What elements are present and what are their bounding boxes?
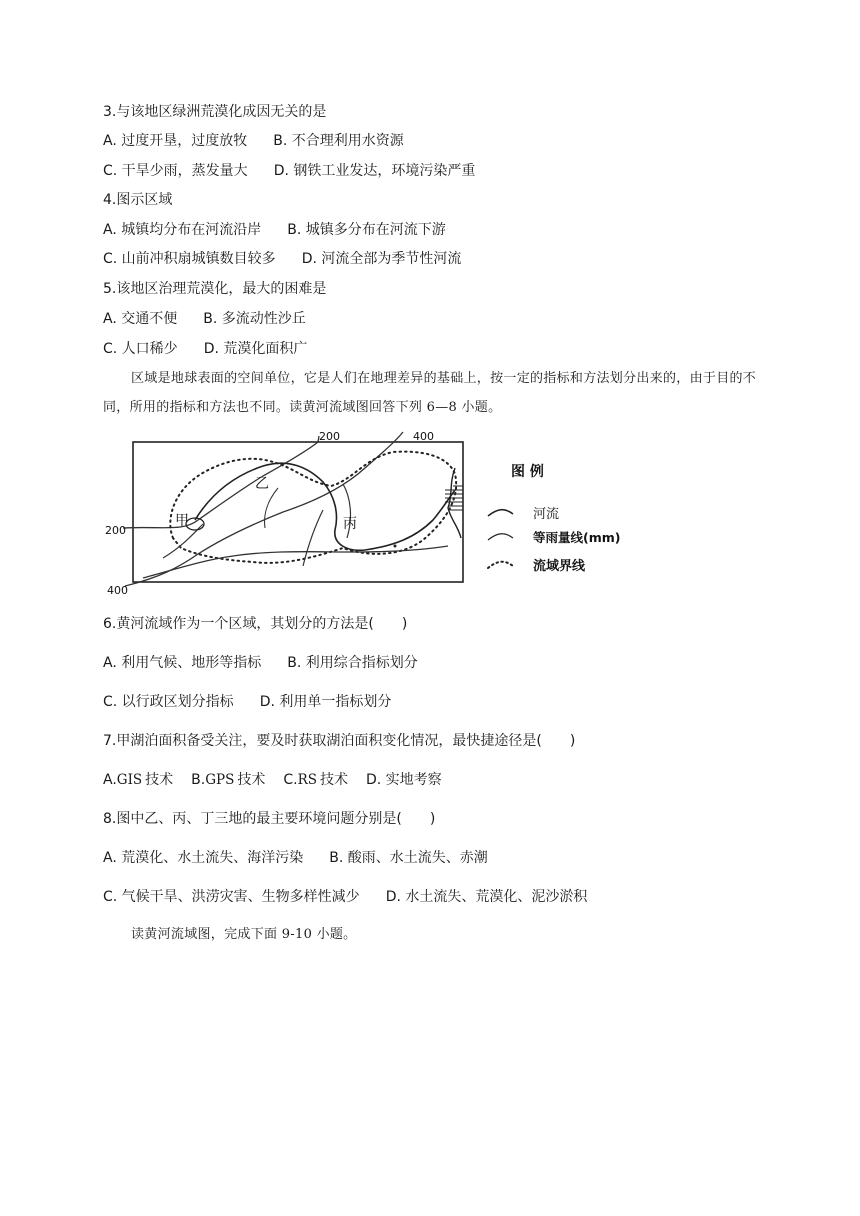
q4-option-a: A. 城镇均分布在河流沿岸 (103, 222, 262, 238)
q8-option-b: B. 酸雨、水土流失、赤潮 (329, 850, 488, 866)
q7-option-a: A.GIS 技术 (103, 772, 174, 788)
place-yi: 乙 (255, 476, 269, 492)
q3-option-a: A. 过度开垦，过度放牧 (103, 133, 248, 149)
river-tributary-mid (265, 488, 278, 528)
yellow-river-main (195, 463, 455, 550)
q3-option-c: C. 干旱少雨，蒸发量大 (103, 163, 248, 179)
q3-option-b: B. 不合理利用水资源 (273, 133, 404, 149)
q6-option-d: D. 利用单一指标划分 (259, 694, 392, 710)
legend-title: 图 例 (511, 464, 544, 480)
iso200-top-label: 200 (319, 430, 340, 443)
place-jia: 甲 (175, 513, 189, 529)
river-tributary-west (163, 524, 203, 558)
basin-boundary (170, 452, 456, 563)
q6-options-row2 (103, 692, 391, 712)
intro-paragraph-9-10: 读黄河流域图，完成下面 9-10 小题。 (131, 927, 357, 942)
river-tributary-south (303, 510, 323, 566)
intro-paragraph-6-8: 区域是地球表面的空间单位，它是人们在地理差异的基础上，按一定的指标和方法划分出来的，由于目的不同，所用的指标和方法也不同。读黄河流域图回答下列 6—8 小题。 (103, 371, 757, 415)
coastline (448, 468, 461, 538)
q7-options-row (103, 770, 442, 790)
city-dot (394, 545, 397, 548)
q3-stem: 3.与该地区绿洲荒漠化成因无关的是 (103, 104, 327, 120)
q5-option-b: B. 多流动性沙丘 (203, 311, 306, 327)
q7-stem: 7.甲湖泊面积备受关注，要及时获取湖泊面积变化情况，最快捷途径是( ) (103, 733, 576, 749)
q5-options-row1 (103, 309, 306, 329)
q6-option-c: C. 以行政区划分指标 (103, 694, 234, 710)
q8-stem: 8.图中乙、丙、丁三地的最主要环境问题分别是( ) (103, 811, 436, 827)
q7-option-b: B.GPS 技术 (191, 772, 266, 788)
isohyet-200 (123, 436, 319, 528)
q5-option-c: C. 人口稀少 (103, 341, 178, 357)
q5-option-d: D. 荒漠化面积广 (203, 341, 308, 357)
place-bing: 丙 (343, 516, 357, 532)
legend-river-label: 河流 (533, 507, 560, 522)
q6-options-row1 (103, 653, 418, 673)
legend-boundary-symbol (488, 562, 513, 568)
q8-option-a: A. 荒漠化、水土流失、海洋污染 (103, 850, 304, 866)
q5-stem: 5.该地区治理荒漠化，最大的困难是 (103, 281, 327, 297)
q4-stem: 4.图示区域 (103, 192, 173, 208)
q8-option-d: D. 水土流失、荒漠化、泥沙淤积 (385, 889, 588, 905)
q7-option-d: D. 实地考察 (366, 772, 442, 788)
q4-options-row2 (103, 249, 461, 269)
iso400-top-label: 400 (413, 430, 434, 443)
q4-options-row1 (103, 220, 446, 240)
estuary-hatch (445, 486, 463, 510)
q8-options-row2 (103, 887, 587, 907)
q4-option-c: C. 山前冲积扇城镇数目较多 (103, 251, 276, 267)
q4-option-b: B. 城镇多分布在河流下游 (287, 222, 446, 238)
q3-options-row2 (103, 161, 475, 181)
q5-options-row2 (103, 339, 307, 359)
q5-option-a: A. 交通不便 (103, 311, 178, 327)
q3-options-row1 (103, 131, 404, 151)
q6-stem: 6.黄河流域作为一个区域，其划分的方法是( ) (103, 616, 408, 632)
yellow-river-basin-map (103, 428, 638, 598)
q8-option-c: C. 气候干旱、洪涝灾害、生物多样性减少 (103, 889, 360, 905)
iso400-left-label: 400 (107, 584, 128, 597)
legend-river-symbol (488, 510, 513, 516)
legend-isohyet-symbol (488, 534, 513, 540)
legend-boundary-label: 流域界线 (533, 559, 586, 574)
q7-option-c: C.RS 技术 (283, 772, 348, 788)
q6-option-b: B. 利用综合指标划分 (287, 655, 418, 671)
q8-options-row1 (103, 848, 488, 868)
legend-isohyet-label: 等雨量线(mm) (533, 530, 621, 545)
iso200-left-label: 200 (105, 524, 126, 537)
q3-option-d: D. 钢铁工业发达，环境污染严重 (273, 163, 476, 179)
q4-option-d: D. 河流全部为季节性河流 (301, 251, 462, 267)
q6-option-a: A. 利用气候、地形等指标 (103, 655, 262, 671)
